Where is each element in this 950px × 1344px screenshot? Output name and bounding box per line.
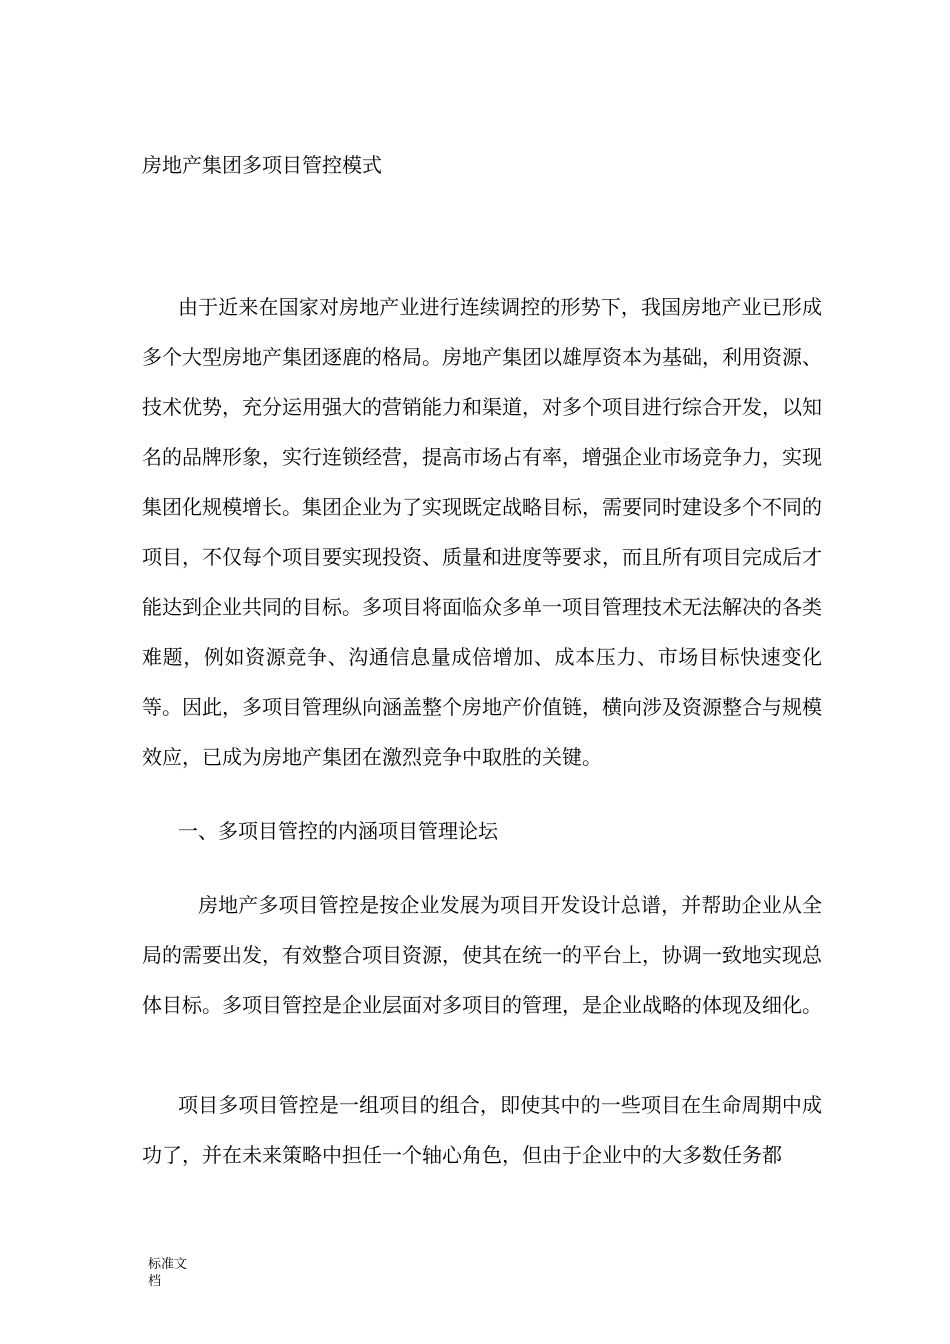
body-paragraph-3: 项目多项目管控是一组项目的组合，即使其中的一些项目在生命周期中成功了，并在未来策略中担任一个轴心角色，但由于企业中的大多数任务都 bbox=[142, 1093, 822, 1167]
footer-line-2: 档 bbox=[148, 1274, 162, 1289]
body-paragraph-2: 房地产多项目管控是按企业发展为项目开发设计总谱，并帮助企业从全局的需要出发，有效整合项目资源，使其在统一的平台上，协调一致地实现总体目标。多项目管控是企业层面对多项目的管理，是企业战略的体现及细化。 bbox=[142, 893, 822, 1017]
body-paragraph-1: 由于近来在国家对房地产业进行连续调控的形势下，我国房地产业已形成多个大型房地产集团逐鹿的格局。房地产集团以雄厚资本为基础，利用资源、技术优势，充分运用强大的营销能力和渠道，对多个项目进行综合开发，以知名的品牌形象，实行连锁经营，提高市场占有率，增强企业市场竞争力，实现集团化规模增长。集团企业为了实现既定战略目标，需要同时建设多个不同的项目，不仅每个项目要实现投资、质量和进度等要求，而且所有项目完成后才能达到企业共同的目标。多项目将面临众多单一项目管理技术无法解决的各类难题，例如资源竞争、沟通信息量成倍增加、成本压力、市场目标快速变化等。因此，多项目管理纵向涵盖整个房地产价值链，横向涉及资源整合与规模效应，已成为房地产集团在激烈竞争中取胜的关键。 bbox=[142, 295, 822, 769]
page-footer bbox=[148, 1256, 208, 1290]
section-heading: 一、多项目管控的内涵项目管理论坛 bbox=[178, 819, 498, 843]
document-title: 房地产集团多项目管控模式 bbox=[142, 153, 382, 177]
footer-line-1: 标准文 bbox=[148, 1257, 188, 1272]
